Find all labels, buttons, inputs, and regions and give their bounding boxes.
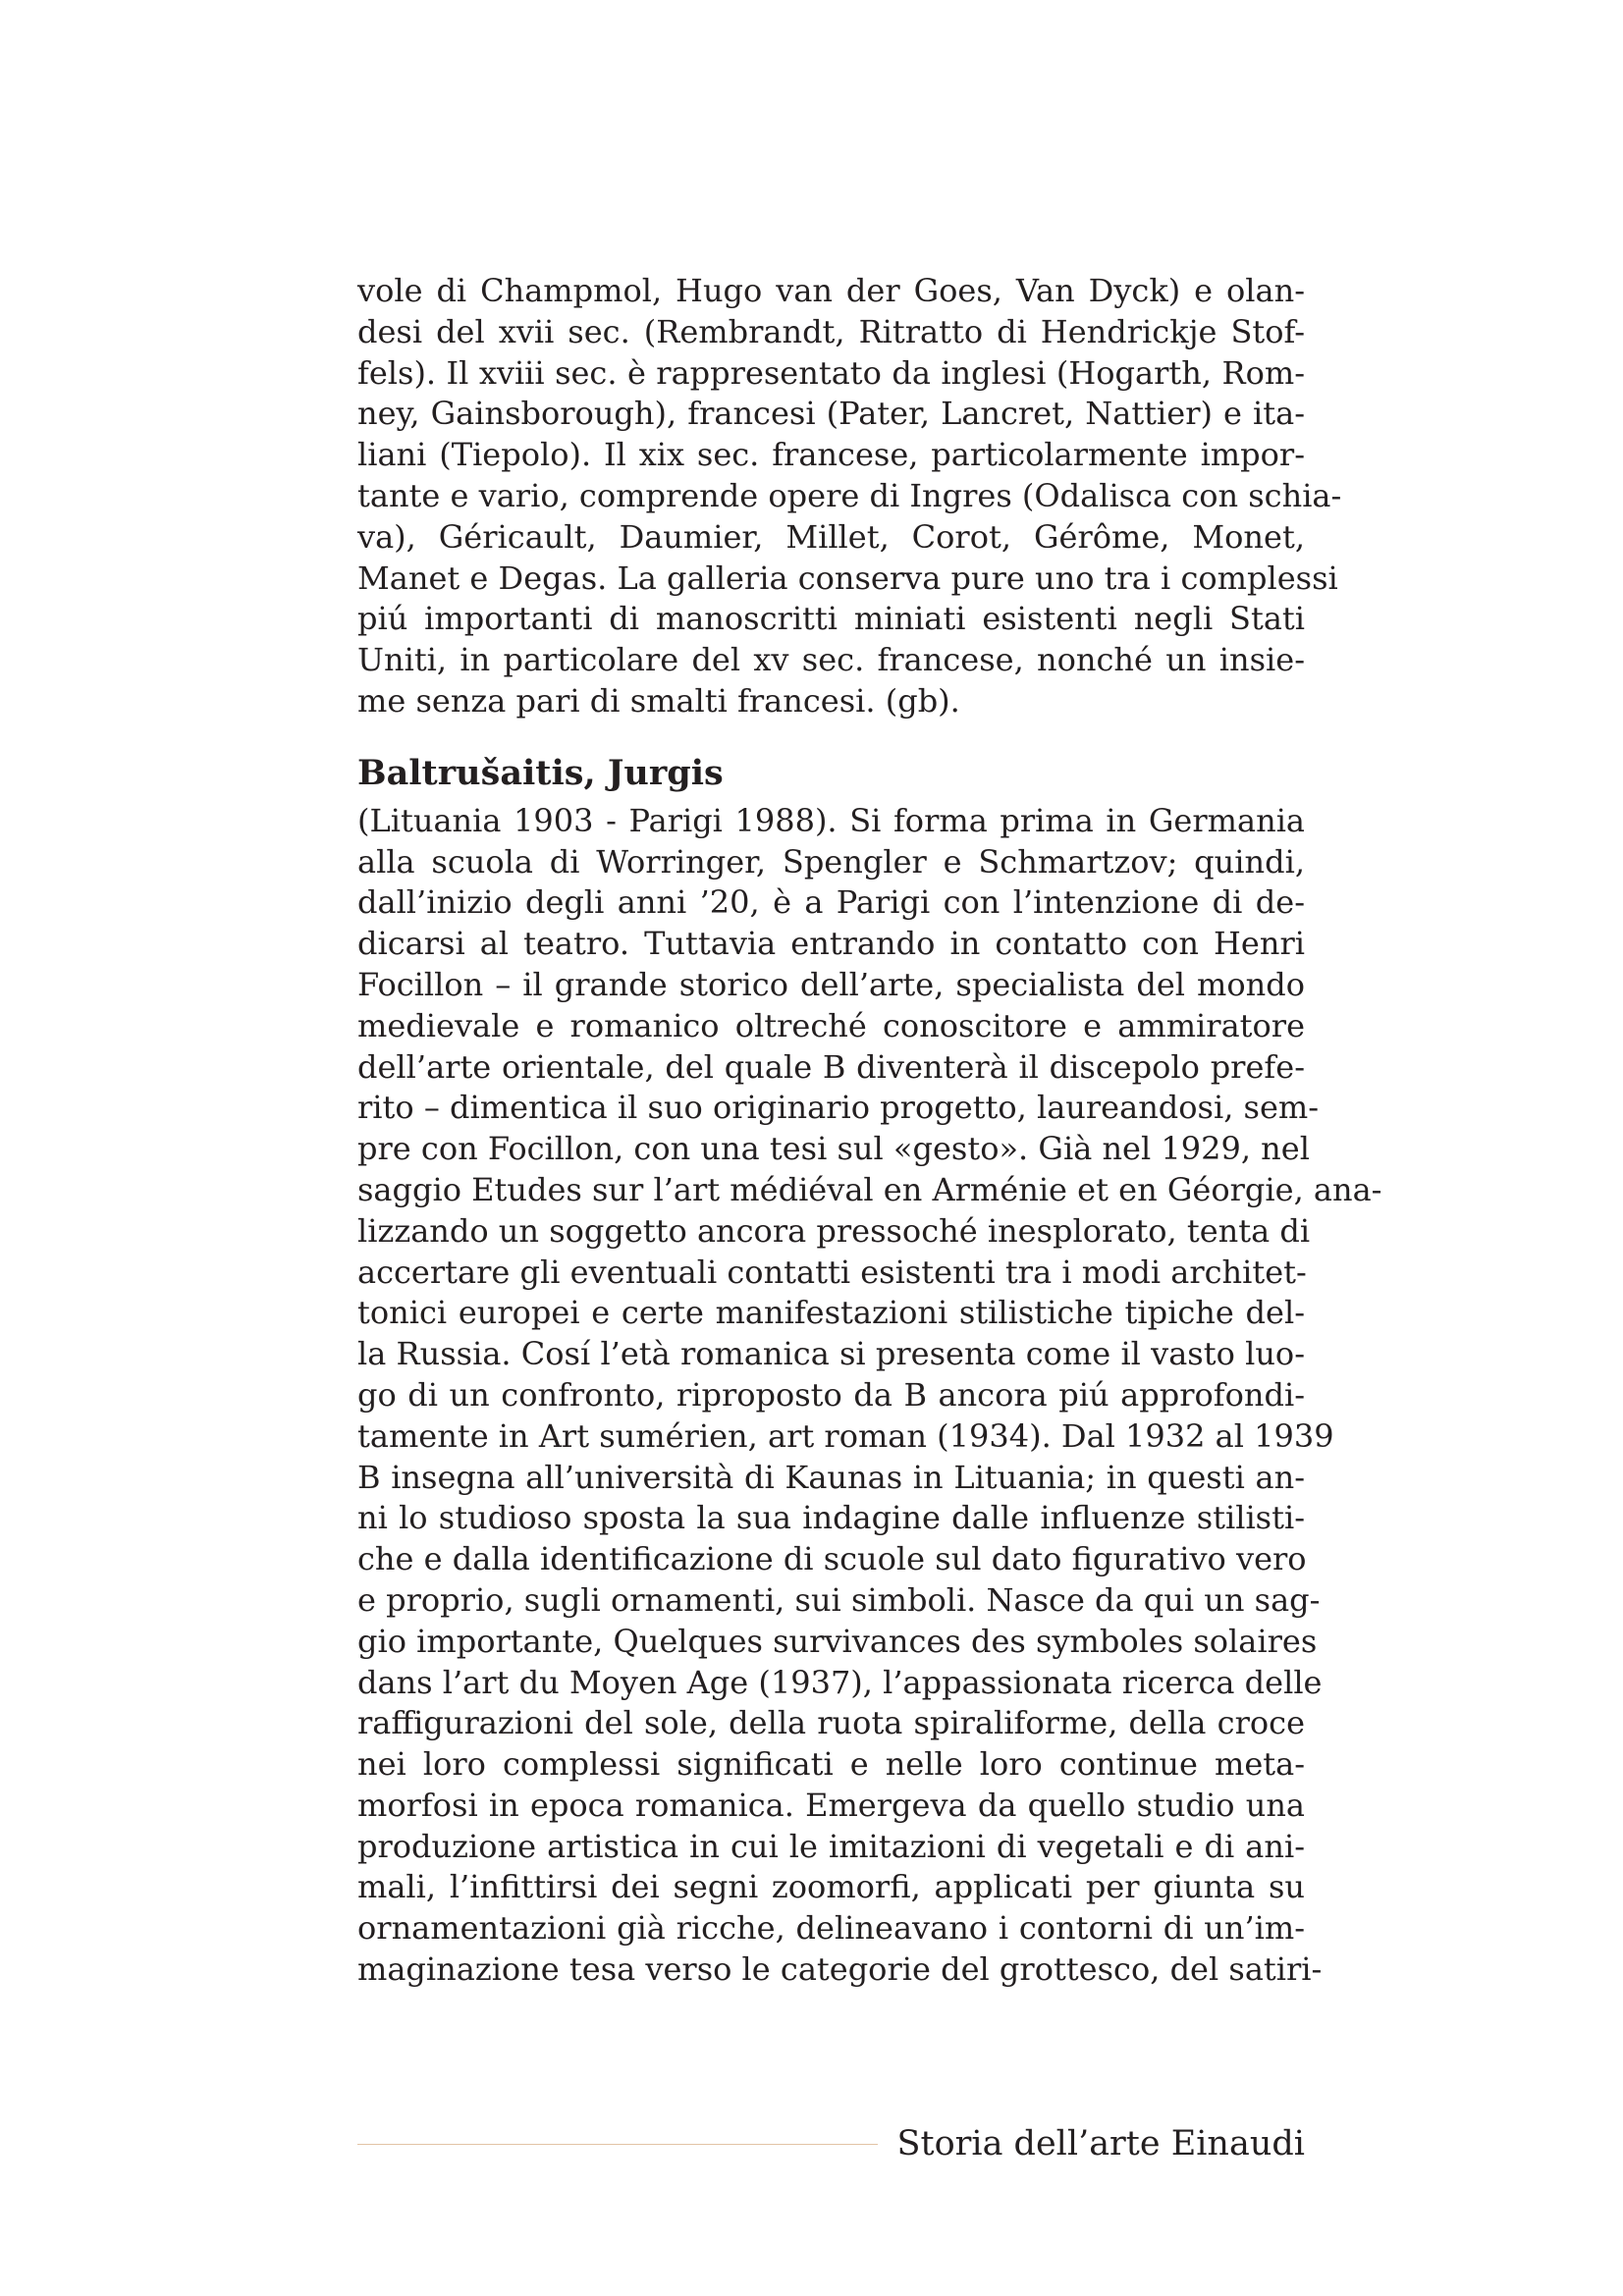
text-line: fels). Il xviii sec. è rappresentato da inglesi (Hogarth, Rom- [357,353,1305,392]
text-line: accertare gli eventuali contatti esistenti tra i modi architet- [357,1253,1307,1291]
text-line: che e dalla identificazione di scuole sul dato figurativo vero [357,1540,1307,1578]
text-line: tonici europei e certe manifestazioni stilistiche tipiche del- [357,1294,1305,1332]
text-line: produzione artistica in cui le imitazioni di vegetali e di ani- [357,1827,1305,1865]
footer-title: Storia dell’arte Einaudi [896,2124,1305,2163]
text-line: me senza pari di smalti francesi. (gb). [357,681,960,720]
text-line: saggio Etudes sur l’art médiéval en Arménie et en Géorgie, ana- [357,1170,1382,1208]
text-line: ni lo studioso sposta la sua indagine dalle influenze stilisti- [357,1499,1305,1537]
text-line: va), Géricault, Daumier, Millet, Corot, Gérôme, Monet, [357,517,1305,556]
text-line: piú importanti di manoscritti miniati esistenti negli Stati [357,600,1305,638]
text-line: dans l’art du Moyen Age (1937), l’appassionata ricerca delle [357,1663,1323,1701]
footer-divider [357,2144,878,2145]
text-line: Manet e Degas. La galleria conserva pure uno tra i complessi [357,559,1338,597]
text-line: Uniti, in particolare del xv sec. francese, nonché un insie- [357,641,1305,679]
text-line: nei loro complessi significati e nelle loro continue meta- [357,1745,1305,1784]
text-line: ornamentazioni già ricche, delineavano i contorni di un’im- [357,1909,1305,1948]
text-line: Focillon – il grande storico dell’arte, specialista del mondo [357,965,1305,1003]
text-line: dicarsi al teatro. Tuttavia entrando in contatto con Henri [357,925,1305,963]
paragraph-gallery-description [357,271,1342,722]
text-line: desi del xvii sec. (Rembrandt, Ritratto di Hendrickje Stof- [357,312,1305,350]
text-line: pre con Focillon, con una tesi sul «gesto». Già nel 1929, nel [357,1130,1310,1168]
text-line: (Lituania 1903 - Parigi 1988). Si forma prima in Germania [357,801,1305,839]
text-line: vole di Champmol, Hugo van der Goes, Van Dyck) e olan- [357,272,1305,309]
text-line: tamente in Art sumérien, art roman (1934). Dal 1932 al 1939 [357,1416,1334,1455]
text-line: liani (Tiepolo). Il xix sec. francese, particolarmente impor- [357,436,1305,474]
text-line: dell’arte orientale, del quale B diventerà il discepolo prefe- [357,1047,1305,1086]
text-line: la Russia. Cosí l’età romanica si presenta come il vasto luo- [357,1335,1305,1373]
text-line: medievale e romanico oltreché conoscitore e ammiratore [357,1006,1305,1044]
text-line: dall’inizio degli anni ’20, è a Parigi con l’intenzione di de- [357,883,1305,922]
text-line: lizzando un soggetto ancora pressoché inesplorato, tenta di [357,1211,1311,1250]
text-line: rito – dimentica il suo originario progetto, laureandosi, sem- [357,1089,1320,1127]
paragraph-baltrusaitis-entry [357,801,1382,1991]
text-line: tante e vario, comprende opere di Ingres (Odalisca con schia- [357,476,1342,514]
text-line: gio importante, Quelques survivances des symboles solaires [357,1622,1318,1660]
text-line: raffigurazioni del sole, della ruota spiraliforme, della croce [357,1704,1305,1742]
text-line: e proprio, sugli ornamenti, sui simboli. Nasce da qui un sag- [357,1580,1321,1619]
text-line: ney, Gainsborough), francesi (Pater, Lancret, Nattier) e ita- [357,395,1305,433]
body-text [357,271,1382,1991]
entry-heading: Baltrušaitis, Jurgis [357,752,724,793]
text-line: go di un confronto, riproposto da B ancora piú approfondi- [357,1375,1305,1414]
text-line: B insegna all’università di Kaunas in Lituania; in questi an- [357,1458,1305,1496]
text-line: alla scuola di Worringer, Spengler e Schmartzov; quindi, [357,842,1305,881]
text-line: maginazione tesa verso le categorie del grottesco, del satiri- [357,1950,1323,1989]
text-line: morfosi in epoca romanica. Emergeva da quello studio una [357,1786,1305,1824]
text-line: mali, l’infittirsi dei segni zoomorfi, applicati per giunta su [357,1868,1305,1906]
